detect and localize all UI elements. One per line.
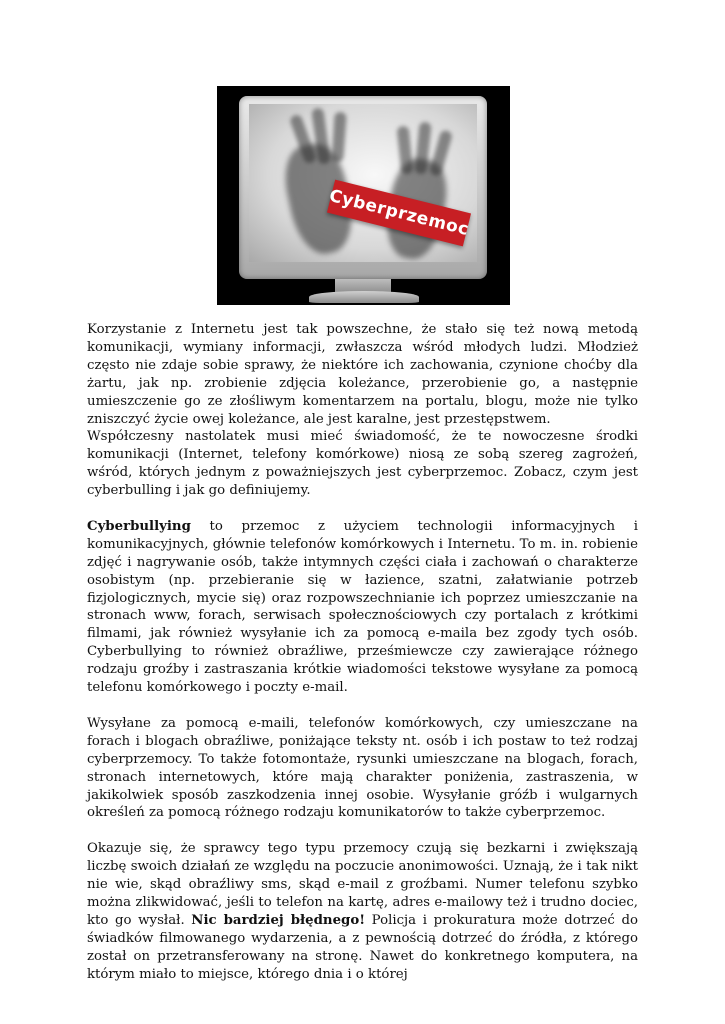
cyberprzemoc-illustration [217,86,510,305]
article-text [87,321,638,983]
term-cyberbullying: Cyberbullying [87,518,191,534]
finger-icon [331,112,346,163]
definition-text: to przemoc z użyciem technologii informacyjnych i komunikacyjnych, głównie telefonów komórkowych i Internetu. To m. in. robienie zdjęć i nagrywanie osób, także intymnych części ciała i zachowań o charakterze osobistym (np. przebieranie się w łazience, szatni, załatwianie potrzeb fizjologicznych, mycie się) oraz rozpowszechnianie ich poprzez umieszczanie na stronach www, forach, serwisach społecznościowych czy portalach z krótkimi filmami, jak również wysyłanie ich za pomocą e-maila bez zgody tych osób. Cyberbullying to również obraźliwe, prześmiewcze czy zawierające różnego rodzaju groźby i zastraszania krótkie wiadomości tekstowe wysyłane za pomocą telefonu komórkowego i poczty e-mail. [87,518,638,696]
paragraph-intro: Korzystanie z Internetu jest tak powszechne, że stało się też nową metodą komunikacji, wymiany informacji, zwłaszcza wśród młodych ludzi. Młodzież często nie zdaje sobie sprawy, że niektóre ich zachowania, czynione choćby dla żartu, jak np. zrobienie zdjęcia koleżance, przerobienie go, a następnie umieszczenie go ze złośliwym komentarzem na portalu, blogu, może nie tylko zniszczyć życie owej koleżance, ale jest karalne, jest przestępstwem. [87,322,638,427]
banner-text: Cyberprzemoc [327,185,471,241]
paragraph-definition [87,518,638,697]
monitor-base [309,291,419,303]
paragraph-forms: Wysyłane za pomocą e-maili, telefonów komórkowych, czy umieszczane na forach i blogach obraźliwe, poniżające teksty nt. osób i ich postaw to też rodzaj cyberprzemocy. To także fotomontaże, rysunki umieszczane na blogach, forach, stronach internetowych, które mają charakter poniżenia, zastraszenia, w jakikolwiek sposób zaszkodzenia innej osobie. Wysyłanie gróźb i wulgarnych określeń za pomocą różnego rodzaju komunikatorów to także cyberprzemoc. [87,715,638,821]
paragraph-anonymity [87,840,638,983]
paragraph-awareness: Współczesny nastolatek musi mieć świadomość, że te nowoczesne środki komunikacji (Internet, telefony komórkowe) niosą ze sobą szereg zagrożeń, wśród, których jednym z poważniejszych jest cyberprzemoc. Zobacz, czym jest cyberbulling i jak go definiujemy. [87,429,638,499]
monitor-screen [249,104,477,262]
emphasis-wrong: Nic bardziej błędnego! [191,912,366,928]
finger-icon [429,129,453,177]
finger-icon [397,126,414,175]
anonymity-text: Okazuje się, że sprawcy tego typu przemocy czują się bezkarni i zwiększają liczbę swoich działań ze względu na poczucie anonimowości. Uznają, że i tak nikt nie wie, skąd obraźliwy sms, skąd e-mail z groźbami. Numer telefonu szybko można zlikwidować, jeśli to telefon na kartę, adres e-mailowy też i trudno dociec, kto go wysłał. [87,841,638,928]
anonymity-text-continued: Policja i prokuratura może dotrzeć do świadków filmowanego wydarzenia, a z pewnością dotrzeć do źródła, z którego został on przetransferowany na stronę. Nawet do konkretnego komputera, na którym miało to miejsce, którego dnia i o której [87,912,638,982]
